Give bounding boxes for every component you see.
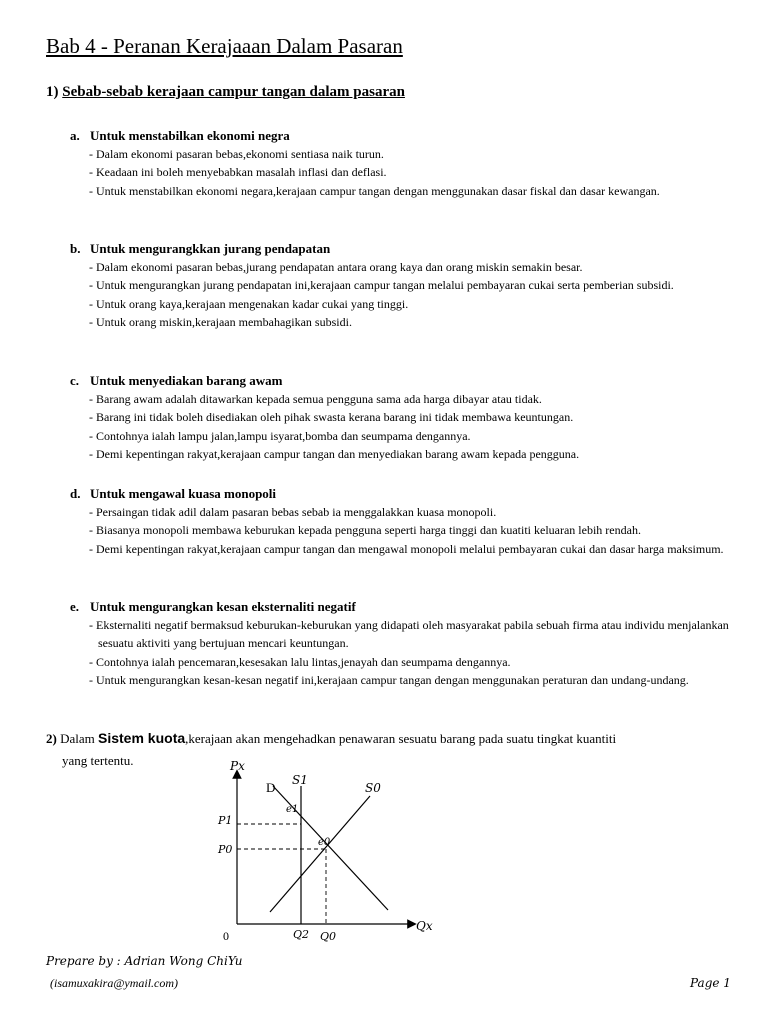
question-2-text-pre: Dalam [56,731,98,746]
list-item: - Dalam ekonomi pasaran bebas,jurang pendapatan antara orang kaya dan orang miskin semakin besar. [70,258,740,276]
section-b [70,240,740,331]
section-title: Untuk mengurangkkan jurang pendapatan [90,241,331,256]
section-heading [70,485,740,503]
section-title: Untuk menstabilkan ekonomi negra [90,128,290,143]
section-e [70,598,740,689]
list-item: - Persaingan tidak adil dalam pasaran bebas sebab ia menggalakkan kuasa monopoli. [70,503,740,521]
section-letter: a. [70,128,80,143]
quota-diagram [200,752,450,947]
list-item: - Barang ini tidak boleh disediakan oleh pihak swasta kerana barang ini tidak membawa keuntungan. [70,408,740,426]
section-heading [70,598,740,616]
list-item: - Demi kepentingan rakyat,kerajaan campur tangan dan menyediakan barang awam kepada pengguna. [70,445,740,463]
section-letter: d. [70,486,81,501]
question-2-continuation: yang tertentu. [62,753,134,768]
supply-s0-label: S0 [365,781,381,795]
equilibrium-e0-label: e0 [318,837,331,848]
list-item: - Biasanya monopoli membawa keburukan kepada pengguna seperti harga tinggi dan kuatiti keluaran lebih rendah. [70,521,740,539]
price-p0-label: P0 [218,843,233,856]
origin-label: 0 [223,929,229,943]
quantity-q2-label: Q2 [293,928,310,941]
section-d [70,485,740,558]
list-item: - Barang awam adalah ditawarkan kepada semua pengguna sama ada harga dibayar atau tidak. [70,390,740,408]
supply-curve-s0 [270,796,370,912]
section-a [70,127,740,200]
question-2-keyword: Sistem kuota [98,730,186,746]
list-item: - Untuk mengurangkan jurang pendapatan ini,kerajaan campur tangan melalui pembayaran cukai serta pemberian subsidi. [70,276,740,294]
section-heading [70,240,740,258]
list-item: - Untuk orang kaya,kerajaan mengenakan kadar cukai yang tinggi. [70,295,740,313]
question-1-number: 1) [46,84,59,100]
list-item: - Contohnya ialah pencemaran,kesesakan lalu lintas,jenayah dan seumpama dengannya. [70,653,740,671]
bullet-list [70,616,740,689]
section-letter: b. [70,241,81,256]
question-1-heading [46,84,405,101]
list-item: - Untuk menstabilkan ekonomi negara,kerajaan campur tangan dengan menggunakan dasar fiskal dan dasar kewangan. [70,182,740,200]
footer-page-number: Page 1 [690,976,731,990]
y-axis-label: Px [230,759,245,773]
quantity-q0-label: Q0 [320,930,337,943]
price-p1-label: P1 [218,814,233,827]
question-2-number: 2) [46,731,57,746]
section-title: Untuk mengurangkan kesan eksternaliti negatif [90,599,356,614]
section-title: Untuk menyediakan barang awam [90,373,283,388]
list-item: - Dalam ekonomi pasaran bebas,ekonomi sentiasa naik turun. [70,145,740,163]
bullet-list [70,503,740,558]
list-item: - Contohnya ialah lampu jalan,lampu isyarat,bomba dan seumpama dengannya. [70,427,740,445]
list-item: - Keadaan ini boleh menyebabkan masalah inflasi dan deflasi. [70,163,740,181]
section-heading [70,127,740,145]
footer-email: (isamuxakira@ymail.com) [50,976,179,990]
section-heading [70,372,740,390]
list-item: - Demi kepentingan rakyat,kerajaan campur tangan dan mengawal monopoli melalui pembayaran cukai dan dasar harga maksimum. [70,540,740,558]
x-axis-label: Qx [416,919,433,933]
question-1-title: Sebab-sebab kerajaan campur tangan dalam pasaran [62,84,405,100]
footer-author: Prepare by : Adrian Wong ChiYu [46,954,243,968]
bullet-list [70,390,740,463]
supply-s1-label: S1 [292,773,308,787]
demand-label: D [266,780,276,795]
equilibrium-e1-label: e1 [286,804,299,815]
list-item: - Untuk orang miskin,kerajaan membahagikan subsidi. [70,313,740,331]
section-letter: e. [70,599,80,614]
bullet-list [70,145,740,200]
list-item: - Untuk mengurangkan kesan-kesan negatif ini,kerajaan campur tangan dengan menggunakan peraturan dan undang-undang. [70,671,740,689]
section-letter: c. [70,373,80,388]
bullet-list [70,258,740,331]
section-title: Untuk mengawal kuasa monopoli [90,486,277,501]
question-2-text-post: ,kerajaan akan mengehadkan penawaran sesuatu barang pada suatu tingkat kuantiti [185,731,617,746]
section-c [70,372,740,463]
page-title: Bab 4 - Peranan Kerajaaan Dalam Pasaran [46,34,403,58]
list-item: - Eksternaliti negatif bermaksud keburukan-keburukan yang didapati oleh masyarakat pabila sebuah firma atau individu menjalankan sesuatu aktiviti yang bertujuan mencari keuntungan. [70,616,740,653]
